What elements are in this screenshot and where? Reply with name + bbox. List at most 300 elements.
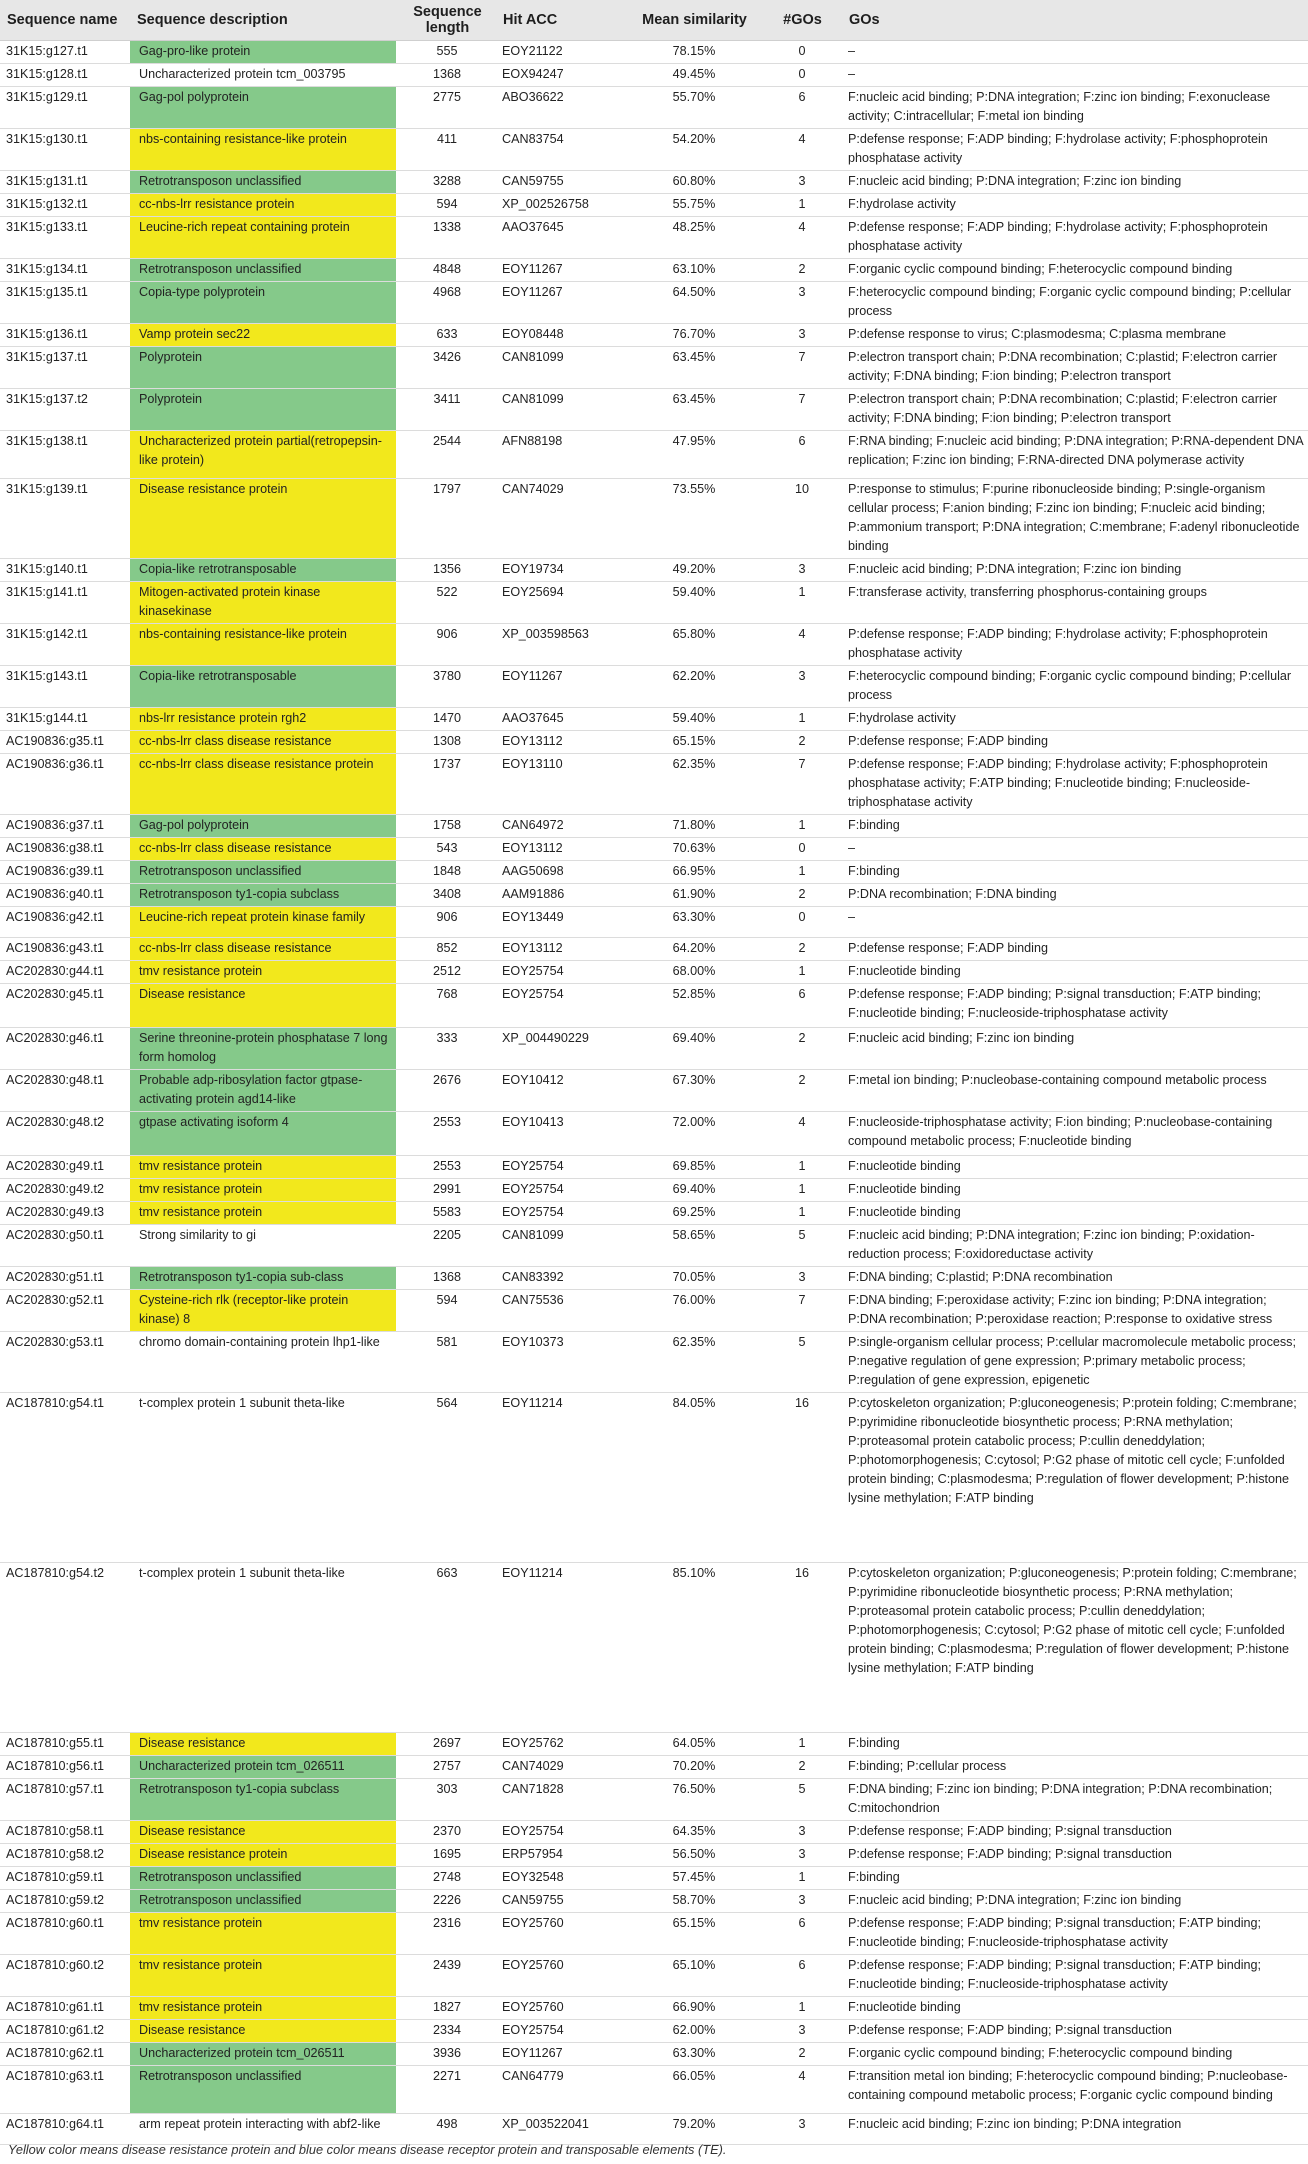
cell-sequence-length-text: 2334 [432, 2022, 462, 2037]
cell-sequence-name-text: 31K15:g139.t1 [6, 481, 88, 496]
cell-sequence-name [0, 730, 130, 753]
cell-sequence-length [396, 558, 496, 581]
cell-go-count [760, 63, 842, 86]
cell-sequence-description-text: nbs-containing resistance-like protein [139, 626, 347, 641]
cell-go-terms [842, 346, 1308, 388]
cell-sequence-name-text: AC202830:g53.t1 [6, 1334, 105, 1349]
cell-hit-acc [496, 1289, 626, 1331]
cell-go-terms-text: P:defense response; F:ADP binding [848, 733, 1048, 748]
cell-mean-similarity [626, 1843, 760, 1866]
cell-go-terms [842, 837, 1308, 860]
cell-sequence-description [130, 1069, 396, 1111]
cell-mean-similarity-text: 55.70% [672, 89, 716, 104]
cell-sequence-length-text: 2316 [432, 1915, 462, 1930]
cell-sequence-length-text: 768 [436, 986, 458, 1001]
cell-go-terms [842, 258, 1308, 281]
cell-hit-acc-text: XP_004490229 [502, 1030, 589, 1045]
table-row [0, 1392, 1308, 1562]
cell-mean-similarity-text: 70.63% [672, 840, 716, 855]
cell-sequence-description [130, 581, 396, 623]
cell-go-count [760, 1954, 842, 1996]
cell-sequence-description-text: Cysteine-rich rlk (receptor-like protein kinase) 8 [139, 1292, 349, 1326]
cell-go-count [760, 1866, 842, 1889]
cell-go-terms-text: P:defense response; F:ADP binding; P:signal transduction [848, 1823, 1172, 1838]
cell-sequence-description [130, 1889, 396, 1912]
cell-hit-acc-text: CAN83392 [502, 1269, 564, 1284]
cell-hit-acc [496, 1331, 626, 1392]
cell-mean-similarity [626, 281, 760, 323]
cell-hit-acc-text: CAN59755 [502, 173, 564, 188]
cell-go-count-text: 1 [798, 963, 806, 978]
cell-sequence-length-text: 4848 [432, 261, 462, 276]
cell-go-count [760, 86, 842, 128]
cell-sequence-name-text: 31K15:g136.t1 [6, 326, 88, 341]
cell-go-count [760, 128, 842, 170]
cell-go-count-text: 3 [798, 1823, 806, 1838]
cell-hit-acc-text: EOY25754 [502, 2022, 564, 2037]
cell-go-terms-text: F:metal ion binding; P:nucleobase-containing compound metabolic process [848, 1072, 1267, 1087]
cell-mean-similarity [626, 1996, 760, 2019]
cell-sequence-length [396, 1732, 496, 1755]
cell-sequence-description [130, 623, 396, 665]
cell-sequence-name [0, 665, 130, 707]
cell-mean-similarity-text: 76.00% [672, 1292, 716, 1307]
cell-sequence-description-text: Serine threonine-protein phosphatase 7 long form homolog [139, 1030, 388, 1064]
cell-go-count [760, 388, 842, 430]
cell-sequence-description [130, 216, 396, 258]
cell-go-count [760, 1111, 842, 1155]
cell-hit-acc [496, 478, 626, 558]
cell-hit-acc [496, 281, 626, 323]
cell-go-count [760, 1820, 842, 1843]
cell-sequence-name [0, 623, 130, 665]
table-row [0, 2113, 1308, 2144]
cell-sequence-description-text: Retrotransposon unclassified [139, 173, 302, 188]
cell-mean-similarity-text: 56.50% [672, 1846, 716, 1861]
cell-sequence-description-text: Retrotransposon unclassified [139, 2068, 302, 2083]
cell-sequence-description [130, 128, 396, 170]
cell-sequence-length-text: 1368 [432, 1269, 462, 1284]
cell-mean-similarity-text: 67.30% [672, 1072, 716, 1087]
cell-sequence-length [396, 193, 496, 216]
table-row [0, 1820, 1308, 1843]
cell-go-count [760, 558, 842, 581]
cell-go-count-text: 1 [798, 584, 806, 599]
cell-sequence-description-text: Leucine-rich repeat containing protein [139, 219, 350, 234]
cell-sequence-description [130, 2113, 396, 2144]
cell-sequence-name-text: AC187810:g58.t1 [6, 1823, 105, 1838]
cell-go-terms [842, 581, 1308, 623]
cell-go-count-text: 5 [798, 1334, 806, 1349]
cell-sequence-length [396, 170, 496, 193]
cell-sequence-description [130, 1843, 396, 1866]
cell-go-terms [842, 1778, 1308, 1820]
cell-go-count [760, 837, 842, 860]
cell-sequence-length [396, 581, 496, 623]
cell-mean-similarity [626, 1178, 760, 1201]
cell-mean-similarity-text: 84.05% [672, 1395, 716, 1410]
cell-hit-acc-text: EOY11267 [502, 2045, 563, 2060]
cell-hit-acc-text: EOY25760 [502, 1999, 564, 2014]
cell-hit-acc [496, 430, 626, 478]
cell-sequence-length-text: 2757 [432, 1758, 462, 1773]
cell-hit-acc [496, 170, 626, 193]
cell-sequence-length-text: 581 [436, 1334, 458, 1349]
cell-sequence-name [0, 430, 130, 478]
cell-sequence-length-text: 333 [436, 1030, 458, 1045]
cell-hit-acc-text: EOY25754 [502, 1158, 564, 1173]
cell-go-terms [842, 1912, 1308, 1954]
cell-go-count-text: 0 [798, 43, 806, 58]
cell-mean-similarity [626, 128, 760, 170]
cell-hit-acc [496, 1069, 626, 1111]
cell-sequence-length [396, 983, 496, 1027]
cell-mean-similarity-text: 69.40% [672, 1181, 716, 1196]
cell-go-terms [842, 1155, 1308, 1178]
cell-go-count-text: 3 [798, 326, 806, 341]
cell-go-count [760, 983, 842, 1027]
cell-mean-similarity-text: 64.50% [672, 284, 716, 299]
cell-sequence-description-text: Leucine-rich repeat protein kinase family [139, 909, 366, 924]
cell-sequence-name [0, 1289, 130, 1331]
cell-sequence-name [0, 1996, 130, 2019]
cell-go-count [760, 1889, 842, 1912]
cell-go-terms-text: F:nucleic acid binding; P:DNA integration; F:zinc ion binding [848, 1892, 1182, 1907]
cell-mean-similarity-text: 65.80% [672, 626, 716, 641]
cell-go-count [760, 1266, 842, 1289]
cell-sequence-length-text: 2512 [432, 963, 462, 978]
cell-go-terms [842, 323, 1308, 346]
cell-sequence-length-text: 498 [436, 2116, 458, 2131]
cell-mean-similarity [626, 1331, 760, 1392]
cell-go-terms [842, 1755, 1308, 1778]
cell-sequence-name-text: 31K15:g142.t1 [6, 626, 88, 641]
cell-go-terms [842, 388, 1308, 430]
cell-go-terms-text: F:binding [848, 1869, 900, 1884]
cell-mean-similarity [626, 1111, 760, 1155]
cell-sequence-length [396, 1027, 496, 1069]
cell-go-terms-text: F:nucleic acid binding; P:DNA integration; F:zinc ion binding; F:exonuclease activity; C:intracellular; F:metal ion binding [848, 89, 1271, 123]
cell-sequence-length [396, 86, 496, 128]
cell-mean-similarity-text: 60.80% [672, 173, 716, 188]
cell-mean-similarity [626, 1954, 760, 1996]
cell-sequence-length [396, 1069, 496, 1111]
cell-go-count-text: 0 [798, 909, 806, 924]
cell-mean-similarity [626, 86, 760, 128]
cell-sequence-length-text: 2370 [432, 1823, 462, 1838]
cell-sequence-name [0, 1266, 130, 1289]
cell-go-count-text: 1 [798, 1999, 806, 2014]
cell-mean-similarity [626, 558, 760, 581]
cell-sequence-description-text: Uncharacterized protein partial(retropepsin-like protein) [139, 433, 382, 467]
cell-sequence-name [0, 581, 130, 623]
cell-mean-similarity [626, 753, 760, 814]
cell-sequence-length [396, 707, 496, 730]
cell-mean-similarity-text: 79.20% [672, 2116, 716, 2131]
cell-mean-similarity [626, 258, 760, 281]
cell-hit-acc [496, 1732, 626, 1755]
cell-go-terms [842, 478, 1308, 558]
cell-go-terms-text: F:DNA binding; F:zinc ion binding; P:DNA integration; P:DNA recombination; C:mitochondrion [848, 1781, 1273, 1815]
cell-go-count-text: 5 [798, 1781, 806, 1796]
table-row [0, 814, 1308, 837]
cell-go-count [760, 860, 842, 883]
cell-mean-similarity [626, 216, 760, 258]
cell-mean-similarity-text: 68.00% [672, 963, 716, 978]
cell-sequence-description [130, 960, 396, 983]
cell-go-count-text: 3 [798, 1269, 806, 1284]
cell-mean-similarity [626, 860, 760, 883]
cell-go-terms-text: P:cytoskeleton organization; P:gluconeogenesis; P:protein folding; C:membrane; P:pyrimidine ribonucleotide biosynthetic process; P:RNA methylation; P:proteasomal protein catabolic process; P:cullin deneddylation; P:photomorphogenesis; C:cytosol; P:G2 phase of mitotic cell cycle; F:unfolded protein binding; C:plasmodesma; P:regulation of flower development; P:histone lysine methylation; F:ATP binding [848, 1395, 1297, 1505]
cell-sequence-description-text: Gag-pol polyprotein [139, 817, 249, 832]
cell-go-count [760, 2042, 842, 2065]
cell-go-count-text: 3 [798, 561, 806, 576]
cell-mean-similarity [626, 1266, 760, 1289]
cell-go-terms-text: F:binding; P:cellular process [848, 1758, 1007, 1773]
cell-go-count [760, 1562, 842, 1732]
cell-go-count-text: 7 [798, 349, 806, 364]
cell-go-count-text: 3 [798, 1846, 806, 1861]
cell-sequence-name-text: AC187810:g56.t1 [6, 1758, 105, 1773]
table-row [0, 581, 1308, 623]
cell-hit-acc [496, 730, 626, 753]
cell-go-count-text: 7 [798, 391, 806, 406]
cell-mean-similarity [626, 1889, 760, 1912]
cell-sequence-length-text: 3408 [432, 886, 462, 901]
cell-sequence-length-text: 1737 [432, 756, 462, 771]
cell-sequence-name [0, 170, 130, 193]
cell-sequence-name-text: AC190836:g35.t1 [6, 733, 105, 748]
cell-go-terms [842, 1392, 1308, 1562]
cell-sequence-description [130, 1755, 396, 1778]
cell-go-terms-text: F:nucleotide binding [848, 963, 961, 978]
cell-hit-acc [496, 665, 626, 707]
cell-go-terms [842, 40, 1308, 63]
cell-hit-acc [496, 63, 626, 86]
cell-sequence-description [130, 2042, 396, 2065]
cell-hit-acc [496, 1778, 626, 1820]
cell-sequence-length [396, 1820, 496, 1843]
cell-hit-acc [496, 193, 626, 216]
cell-sequence-length [396, 1289, 496, 1331]
cell-sequence-name-text: AC190836:g39.t1 [6, 863, 105, 878]
cell-sequence-length [396, 323, 496, 346]
cell-sequence-length-text: 594 [436, 196, 458, 211]
cell-hit-acc [496, 753, 626, 814]
cell-sequence-name-text: AC187810:g60.t2 [6, 1957, 105, 1972]
table-row [0, 1069, 1308, 1111]
cell-hit-acc [496, 1178, 626, 1201]
cell-hit-acc [496, 558, 626, 581]
cell-hit-acc [496, 860, 626, 883]
cell-mean-similarity-text: 58.65% [672, 1227, 716, 1242]
cell-sequence-length-text: 3411 [433, 391, 461, 406]
cell-mean-similarity [626, 814, 760, 837]
cell-hit-acc [496, 1912, 626, 1954]
cell-sequence-description-text: tmv resistance protein [139, 1204, 263, 1219]
cell-sequence-name-text: AC190836:g38.t1 [6, 840, 105, 855]
cell-sequence-description-text: Uncharacterized protein tcm_003795 [139, 66, 346, 81]
cell-go-count [760, 623, 842, 665]
cell-mean-similarity-text: 64.35% [672, 1823, 716, 1838]
cell-go-count-text: 1 [798, 863, 806, 878]
cell-sequence-length-text: 2271 [432, 2068, 462, 2083]
cell-go-terms-text: P:defense response; F:ADP binding; F:hydrolase activity; F:phosphoprotein phosphatase activity; F:ATP binding; F:nucleotide binding; F:nucleoside-triphosphatase activity [848, 756, 1268, 809]
cell-sequence-name [0, 86, 130, 128]
cell-sequence-length [396, 1178, 496, 1201]
cell-sequence-name [0, 960, 130, 983]
cell-sequence-length [396, 1155, 496, 1178]
cell-sequence-length-text: 1758 [432, 817, 462, 832]
cell-sequence-description [130, 1954, 396, 1996]
cell-mean-similarity [626, 1392, 760, 1562]
cell-go-terms-text: P:defense response; F:ADP binding; P:signal transduction; F:ATP binding; F:nucleotide binding; F:nucleoside-triphosphatase activity [848, 986, 1262, 1020]
cell-sequence-description-text: chromo domain-containing protein lhp1-like [139, 1334, 380, 1349]
cell-sequence-name-text: 31K15:g133.t1 [6, 219, 88, 234]
cell-hit-acc [496, 623, 626, 665]
table-row [0, 258, 1308, 281]
cell-sequence-length [396, 1778, 496, 1820]
cell-go-terms [842, 1069, 1308, 1111]
cell-sequence-length-text: 1470 [432, 710, 462, 725]
cell-go-terms-text: F:nucleic acid binding; P:DNA integration; F:zinc ion binding [848, 173, 1182, 188]
cell-mean-similarity-text: 78.15% [672, 43, 716, 58]
cell-sequence-description-text: Disease resistance [139, 1823, 246, 1838]
cell-go-terms-text: P:electron transport chain; P:DNA recombination; C:plastid; F:electron carrier activity; F:DNA binding; F:ion binding; P:electron transport [848, 349, 1278, 383]
cell-sequence-description-text: Disease resistance [139, 986, 246, 1001]
cell-mean-similarity-text: 71.80% [672, 817, 716, 832]
cell-go-count [760, 906, 842, 937]
cell-hit-acc-text: CAN81099 [502, 349, 564, 364]
cell-go-count [760, 1069, 842, 1111]
table-footnote: Yellow color means disease resistance protein and blue color means disease receptor protein and transposable elements (TE). [8, 2142, 727, 2157]
cell-go-terms-text: P:defense response; F:ADP binding; P:signal transduction [848, 2022, 1172, 2037]
table-row [0, 1562, 1308, 1732]
cell-go-terms [842, 665, 1308, 707]
table-row [0, 40, 1308, 63]
cell-hit-acc [496, 86, 626, 128]
cell-sequence-name [0, 814, 130, 837]
cell-sequence-description [130, 1201, 396, 1224]
table-row [0, 323, 1308, 346]
cell-sequence-length [396, 63, 496, 86]
cell-hit-acc-text: EOY25754 [502, 1204, 564, 1219]
cell-hit-acc [496, 1266, 626, 1289]
cell-go-count [760, 2019, 842, 2042]
table-row [0, 478, 1308, 558]
cell-mean-similarity-text: 49.45% [672, 66, 716, 81]
cell-hit-acc [496, 983, 626, 1027]
cell-hit-acc-text: EOY25760 [502, 1957, 564, 1972]
cell-sequence-name [0, 193, 130, 216]
cell-sequence-name [0, 1201, 130, 1224]
cell-sequence-name [0, 258, 130, 281]
cell-sequence-name-text: 31K15:g128.t1 [6, 66, 88, 81]
cell-go-terms-text: F:RNA binding; F:nucleic acid binding; P:DNA integration; P:RNA-dependent DNA replication; F:zinc ion binding; F:RNA-directed DNA polymerase activity [848, 433, 1304, 467]
cell-sequence-length-text: 522 [436, 584, 458, 599]
cell-go-terms-text: F:nucleoside-triphosphatase activity; F:ion binding; P:nucleobase-containing compound metabolic process; F:nucleotide binding [848, 1114, 1273, 1148]
cell-sequence-length [396, 665, 496, 707]
cell-sequence-name [0, 1111, 130, 1155]
cell-go-count-text: 3 [798, 2116, 806, 2131]
cell-go-count-text: 2 [798, 886, 806, 901]
cell-sequence-name-text: AC190836:g43.t1 [6, 940, 105, 955]
cell-sequence-description-text: Retrotransposon ty1-copia sub-class [139, 1269, 344, 1284]
cell-sequence-name-text: AC187810:g63.t1 [6, 2068, 105, 2083]
cell-hit-acc [496, 581, 626, 623]
cell-sequence-name-text: AC190836:g40.t1 [6, 886, 105, 901]
cell-go-terms-text: F:organic cyclic compound binding; F:heterocyclic compound binding [848, 261, 1233, 276]
header-go-count: #GOs [760, 0, 842, 40]
cell-sequence-length-text: 2553 [432, 1114, 462, 1129]
cell-hit-acc [496, 1820, 626, 1843]
cell-hit-acc-text: AAO37645 [502, 219, 564, 234]
cell-go-terms [842, 1562, 1308, 1732]
cell-mean-similarity [626, 1732, 760, 1755]
cell-hit-acc-text: EOY11214 [502, 1395, 563, 1410]
cell-sequence-length [396, 1843, 496, 1866]
cell-go-terms-text: F:binding [848, 817, 900, 832]
cell-sequence-name-text: AC187810:g59.t2 [6, 1892, 105, 1907]
cell-sequence-name-text: 31K15:g132.t1 [6, 196, 88, 211]
cell-go-terms-text: F:hydrolase activity [848, 710, 956, 725]
table-row [0, 281, 1308, 323]
cell-sequence-name [0, 1820, 130, 1843]
cell-sequence-length-text: 3936 [432, 2045, 462, 2060]
cell-go-count-text: 3 [798, 668, 806, 683]
cell-go-count [760, 1331, 842, 1392]
cell-sequence-name [0, 1027, 130, 1069]
cell-sequence-name [0, 1889, 130, 1912]
cell-sequence-description [130, 1778, 396, 1820]
header-mean-similarity: Mean similarity [626, 0, 760, 40]
cell-sequence-description-text: Uncharacterized protein tcm_026511 [139, 1758, 345, 1773]
cell-sequence-length-text: 633 [436, 326, 458, 341]
cell-mean-similarity-text: 63.10% [672, 261, 716, 276]
cell-mean-similarity [626, 1820, 760, 1843]
cell-go-count [760, 216, 842, 258]
cell-sequence-name-text: 31K15:g143.t1 [6, 668, 88, 683]
cell-sequence-name [0, 937, 130, 960]
cell-mean-similarity [626, 707, 760, 730]
cell-sequence-name [0, 1778, 130, 1820]
cell-mean-similarity-text: 65.15% [672, 733, 716, 748]
cell-sequence-length [396, 2065, 496, 2113]
cell-sequence-name-text: AC202830:g44.t1 [6, 963, 105, 978]
cell-go-terms [842, 1843, 1308, 1866]
cell-sequence-description [130, 730, 396, 753]
cell-go-count-text: 3 [798, 2022, 806, 2037]
table-row [0, 193, 1308, 216]
cell-go-terms [842, 558, 1308, 581]
cell-sequence-length [396, 346, 496, 388]
cell-go-terms [842, 753, 1308, 814]
cell-go-count-text: 1 [798, 1735, 806, 1750]
cell-hit-acc-text: XP_003522041 [502, 2116, 589, 2131]
cell-mean-similarity [626, 1155, 760, 1178]
cell-sequence-description [130, 388, 396, 430]
cell-sequence-description [130, 883, 396, 906]
cell-go-terms-text: F:heterocyclic compound binding; F:organic cyclic compound binding; P:cellular process [848, 668, 1292, 702]
cell-mean-similarity-text: 73.55% [672, 481, 716, 496]
cell-sequence-description [130, 665, 396, 707]
cell-hit-acc-text: EOY11267 [502, 284, 563, 299]
cell-go-terms-text: P:defense response; F:ADP binding; P:signal transduction [848, 1846, 1172, 1861]
cell-hit-acc-text: ABO36622 [502, 89, 564, 104]
cell-go-count [760, 937, 842, 960]
cell-mean-similarity-text: 70.20% [672, 1758, 716, 1773]
cell-sequence-description [130, 1027, 396, 1069]
